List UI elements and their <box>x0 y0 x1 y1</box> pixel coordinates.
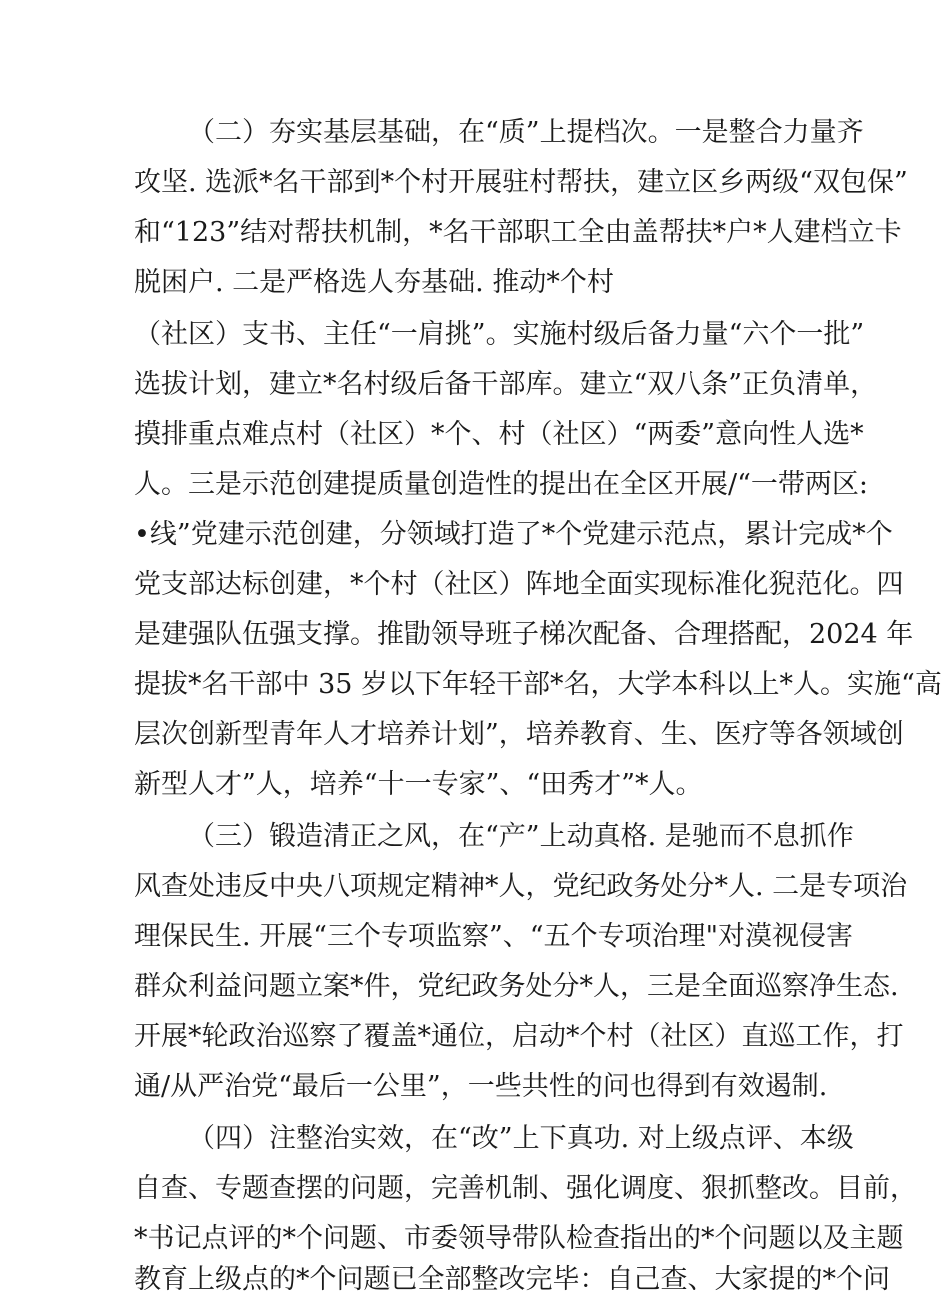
paragraph-3-line-1: （三）锻造清正之风，在“产”上动真格. 是驰而不息抓作 <box>188 821 854 852</box>
paragraph-3-line-2: 风查处违反中央八项规定精神*人，党纪政务处分*人. 二是专项治 <box>134 871 908 902</box>
paragraph-3-line-6: 通/从严治党“最后一公里”，一些共性的问也得到有效遏制. <box>134 1071 828 1102</box>
paragraph-4-line-4: 教育上级点的*个问题已全部整改完毕：自己查、大家提的*个问 <box>134 1264 890 1295</box>
paragraph-2-line-1: （二）夯实基层基础，在“质”上提档次。一是整合力量齐 <box>188 117 864 148</box>
paragraph-2-line-2: 攻坚. 选派*名干部到*个村开展驻村帮扶，建立区乡两级“双包保” <box>134 167 908 198</box>
paragraph-2b-line-1: （社区）支书、主任“一肩挑”。实施村级后备力量“六个一批” <box>134 319 865 350</box>
paragraph-2b-line-4: 人。三是示范创建提质量创造性的提出在全区开展/“一带两区: <box>134 469 868 500</box>
paragraph-4-line-3: *书记点评的*个问题、市委领导带队检查指出的*个问题以及主题 <box>134 1223 904 1254</box>
paragraph-2b-line-3: 摸排重点难点村（社区）*个、村（社区）“两委”意向性人选* <box>134 419 864 450</box>
paragraph-2-line-3: 和“123”结对帮扶机制，*名干部职工全由盖帮扶*户*人建档立卡 <box>134 217 902 248</box>
paragraph-2b-line-7: 是建强队伍强支撑。推勖领导班子梯次配备、合理搭配，2024 年 <box>134 619 914 650</box>
paragraph-2b-line-8: 提拔*名干部中 35 岁以下年轻干部*名，大学本科以上*人。实施“高 <box>134 669 942 700</box>
paragraph-2-line-4: 脱困户. 二是严格选人夯基础. 推动*个村 <box>134 267 614 298</box>
paragraph-2b-line-10: 新型人才”人，培养“十一专家”、“田秀才”*人。 <box>134 769 703 800</box>
paragraph-3-line-4: 群众利益问题立案*件，党纪政务处分*人，三是全面巡察净生态. <box>134 971 899 1002</box>
paragraph-2b-line-2: 选拔计划，建立*名村级后备干部库。建立“双八条”正负清单， <box>134 369 878 400</box>
paragraph-4-line-1: （四）注整治实效，在“改”上下真功. 对上级点评、本级 <box>188 1123 854 1154</box>
paragraph-2b-line-6: 党支部达标创建，*个村（社区）阵地全面实现标准化猊范化。四 <box>134 569 904 600</box>
paragraph-2b-line-5: •线”党建示范创建，分领域打造了*个党建示范点，累计完成*个 <box>134 519 893 550</box>
paragraph-3-line-3: 理保民生. 开展“三个专项监察”、“五个专项治理"对漠视侵害 <box>134 921 853 952</box>
paragraph-4-line-2: 自查、专题查摆的问题，完善机制、强化调度、狠抓整改。目前， <box>134 1173 917 1204</box>
paragraph-2b-line-9: 层次创新型青年人才培养计划”，培养教育、生、医疗等各领域创 <box>134 719 904 750</box>
paragraph-3-line-5: 开展*轮政治巡察了覆盖*通位，启动*个村（社区）直巡工作，打 <box>134 1021 904 1052</box>
